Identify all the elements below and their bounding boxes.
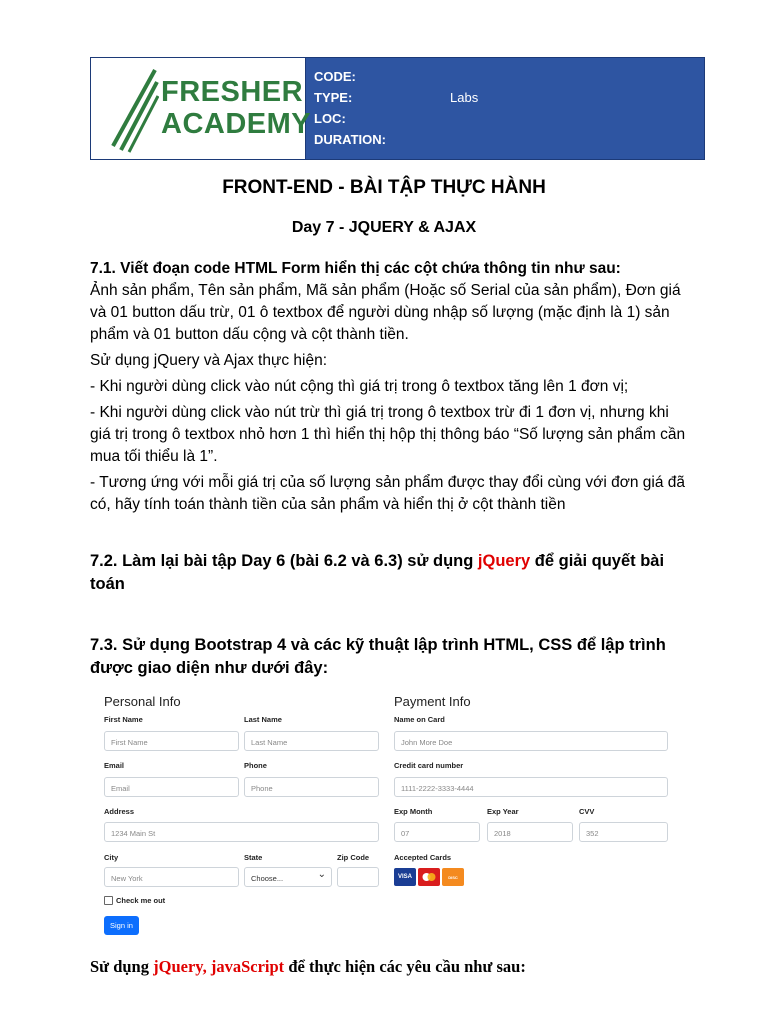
address-label: Address (104, 807, 135, 816)
zip-code-input[interactable] (337, 867, 379, 887)
section-7-2-heading (90, 550, 690, 596)
city-input[interactable]: New York (104, 867, 239, 887)
info-key: CODE: (314, 69, 356, 84)
cvv-input[interactable]: 352 (579, 822, 668, 842)
sign-in-button[interactable]: Sign in (104, 916, 139, 935)
info-row-loc (314, 108, 696, 129)
logo-text (161, 76, 311, 140)
mastercard-circles-icon (421, 872, 437, 882)
header-info-panel (306, 58, 704, 159)
info-key: TYPE: (314, 90, 353, 105)
section-7-2-highlight: jQuery (477, 552, 531, 570)
info-row-type (314, 87, 696, 108)
email-input[interactable]: Email (104, 777, 239, 797)
exp-year-label: Exp Year (487, 807, 519, 816)
last-name-label: Last Name (244, 715, 282, 724)
exp-month-label: Exp Month (394, 807, 433, 816)
name-on-card-input[interactable]: John More Doe (394, 731, 668, 751)
info-value: Labs (450, 90, 479, 105)
credit-card-label: Credit card number (394, 761, 464, 770)
section-7-1-heading: 7.1. Viết đoạn code HTML Form hiển thị các cột chứa thông tin như sau: (90, 260, 621, 277)
section-7-1-bullet-2: - Khi người dùng click vào nút trừ thì giá trị trong ô textbox trừ đi 1 đơn vị, nhưng khi giá trị trong ô textbox nhỏ hơn 1 thì hiển thị hộp thị thông báo “Số lượng sản phẩm cần mua tối thiểu là 1”. (90, 404, 686, 465)
section-7-2-suffix: để giải quyết bài toán (90, 552, 665, 593)
city-label: City (104, 853, 119, 862)
credit-card-input[interactable]: 1111-2222-3333-4444 (394, 777, 668, 797)
document-title: FRONT-END - BÀI TẬP THỰC HÀNH (222, 177, 546, 198)
section-7-3-heading: 7.3. Sử dụng Bootstrap 4 và các kỹ thuật lập trình HTML, CSS để lập trình được giao diện như dưới đây: (90, 636, 666, 677)
check-me-out[interactable] (104, 896, 165, 905)
personal-info-title: Personal Info (104, 694, 181, 709)
first-name-input[interactable]: First Name (104, 731, 239, 751)
info-key: LOC: (314, 111, 346, 126)
name-on-card-label: Name on Card (394, 715, 445, 724)
zip-code-label: Zip Code (337, 853, 370, 862)
visa-card-icon: VISA (394, 868, 416, 886)
exp-year-input[interactable]: 2018 (487, 822, 573, 842)
info-row-duration (314, 129, 696, 150)
address-input[interactable]: 1234 Main St (104, 822, 379, 842)
section-7-2-prefix: 7.2. Làm lại bài tập Day 6 (bài 6.2 và 6.3) sử dụng (90, 552, 478, 570)
check-me-out-label: Check me out (116, 896, 166, 905)
phone-label: Phone (244, 761, 267, 770)
logo-line-fresher: FRESHER (161, 76, 304, 108)
state-select[interactable]: Choose... ⌄ (244, 867, 332, 887)
section-7-1-use: Sử dụng jQuery và Ajax thực hiện: (90, 352, 328, 369)
accepted-cards-label: Accepted Cards (394, 853, 452, 862)
document-header (90, 57, 705, 160)
bottom-instruction (90, 957, 526, 977)
day-title: Day 7 - JQUERY & AJAX (291, 219, 477, 236)
fresher-academy-logo (91, 58, 312, 159)
cvv-label: CVV (579, 807, 595, 816)
logo-line-academy: ACADEMY (161, 108, 312, 140)
mastercard-icon (418, 868, 440, 886)
bottom-prefix: Sử dụng (90, 957, 154, 976)
email-label: Email (104, 761, 125, 770)
section-7-1-bullet-1: - Khi người dùng click vào nút cộng thì giá trị trong ô textbox tăng lên 1 đơn vị; (90, 378, 629, 395)
info-key: DURATION: (314, 132, 386, 147)
exp-month-input[interactable]: 07 (394, 822, 480, 842)
first-name-label: First Name (104, 715, 143, 724)
checkbox-icon[interactable] (104, 896, 113, 905)
bottom-suffix: để thực hiện các yêu cầu như sau: (284, 957, 526, 976)
state-label: State (244, 853, 263, 862)
last-name-input[interactable]: Last Name (244, 731, 379, 751)
section-7-1-intro: Ảnh sản phẩm, Tên sản phẩm, Mã sản phẩm (Hoặc số Serial của sản phẩm), Đơn giá và 01 button dấu trừ, 01 ô textbox để người dùng nhập số lượng (mặc định là 1) sản phẩm và 01 button dấu cộng và cột thành tiền. (90, 282, 681, 343)
info-row-code (314, 66, 696, 87)
form-mockup (104, 690, 669, 940)
bottom-highlight: jQuery, javaScript (153, 957, 285, 976)
phone-input[interactable]: Phone (244, 777, 379, 797)
payment-info-title: Payment Info (394, 694, 471, 709)
section-7-1-bullet-3: - Tương ứng với mỗi giá trị của số lượng sản phẩm được thay đổi cùng với đơn giá đã có, hãy tính toán thành tiền của sản phẩm và hiển thị ở cột thành tiền (90, 474, 686, 513)
discover-card-icon: DISC (442, 868, 464, 886)
section-7-1 (90, 258, 690, 516)
logo-stripes-icon (109, 68, 159, 154)
